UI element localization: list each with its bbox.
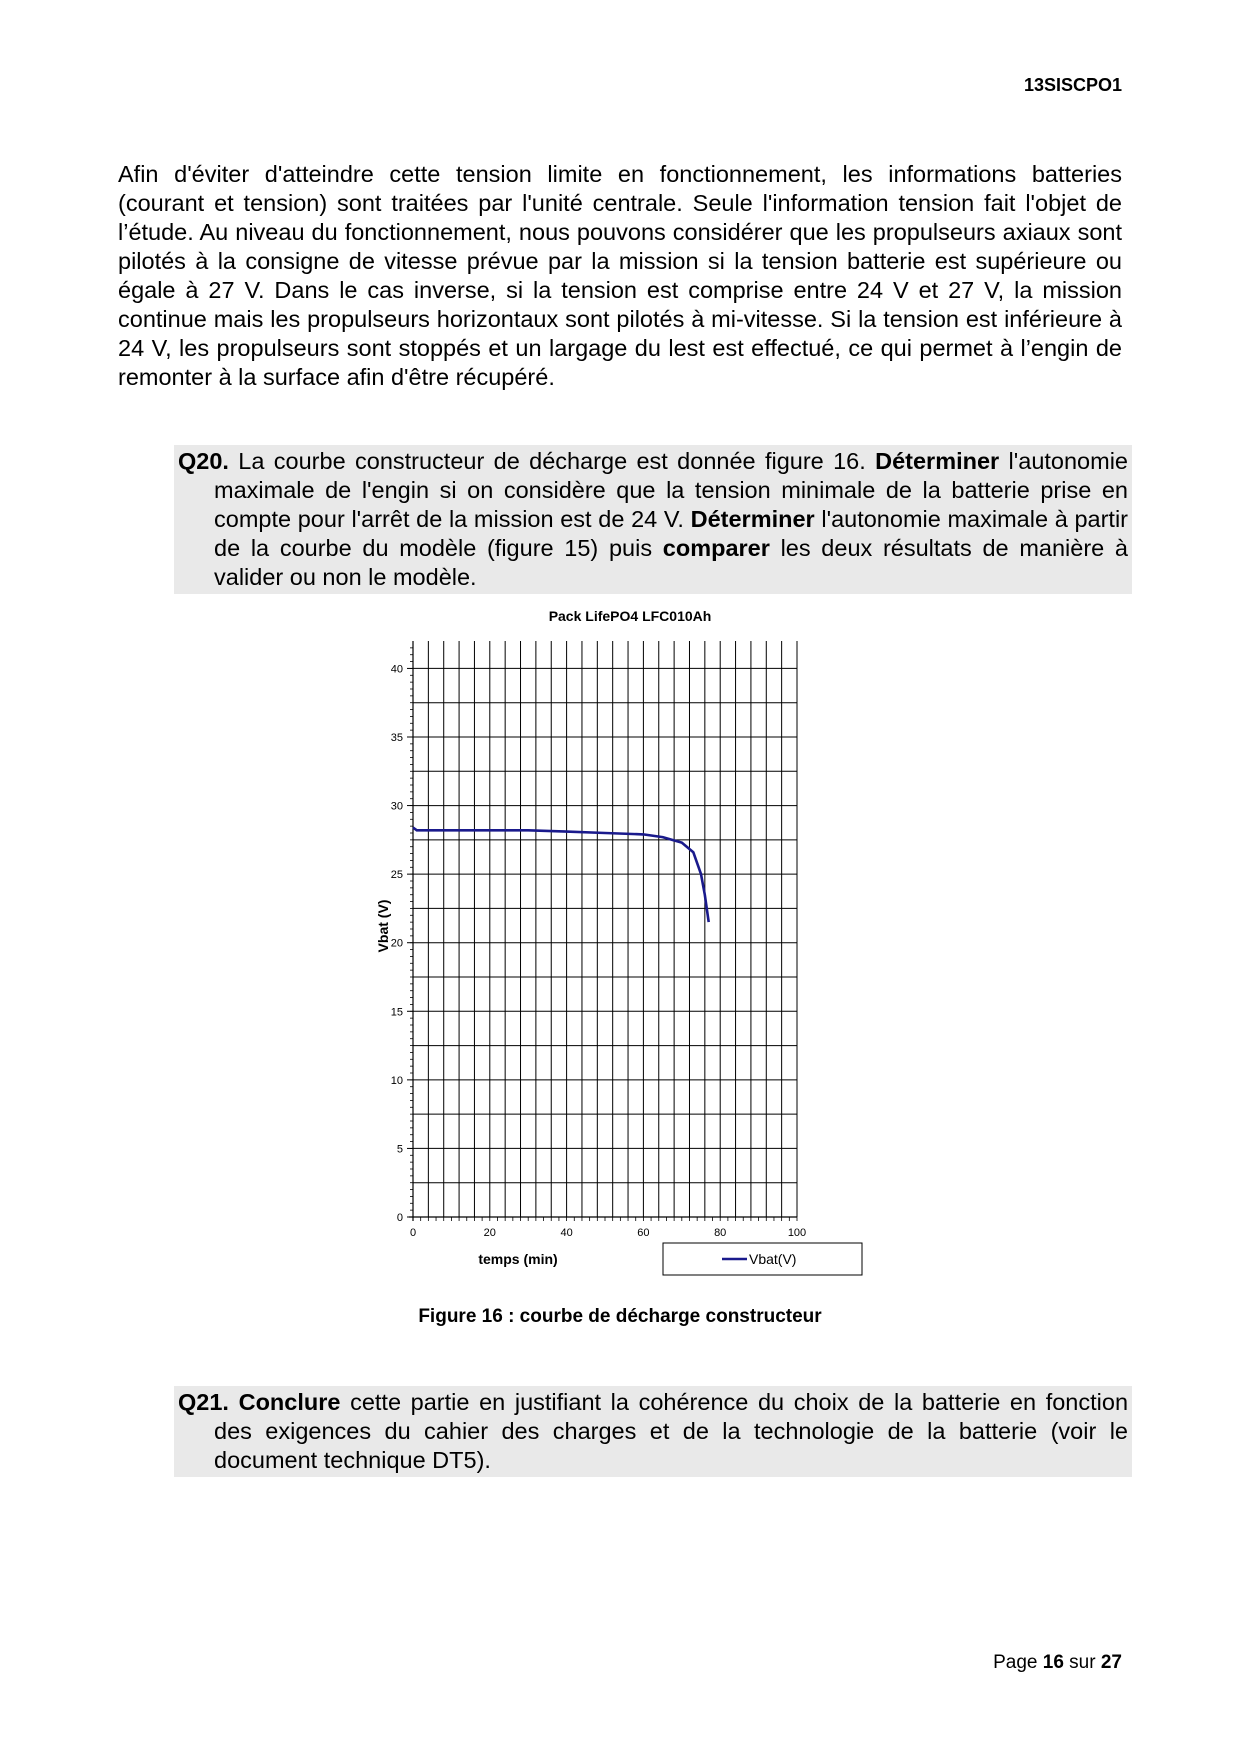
page-total: 27: [1100, 1652, 1122, 1673]
q21-bold-1: Conclure: [238, 1389, 341, 1415]
y-tick-label: 10: [390, 1074, 403, 1087]
q20-bold-3: comparer: [662, 535, 770, 561]
x-tick-label: 40: [560, 1227, 573, 1239]
page-prefix: Page: [993, 1652, 1043, 1673]
y-tick-label: 20: [390, 937, 403, 950]
x-tick-label: 60: [637, 1227, 650, 1239]
q21-text-1: cette partie en justifiant la cohérence du choix de la batterie en fonction des exigences du cahier des charges et de la technologie de la batterie (voir le document technique DT5).: [214, 1389, 1129, 1473]
x-axis-label: temps (min): [478, 1251, 558, 1267]
y-tick-label: 0: [396, 1212, 403, 1224]
question-q20: [174, 445, 1132, 594]
q20-bold-2: Déterminer: [690, 506, 815, 532]
q20-text-3: l'autonomie maximale à partir de la courbe du modèle (figure 15) puis: [214, 506, 1128, 561]
intro-paragraph: Afin d'éviter d'atteindre cette tension limite en fonctionnement, les informations batteries (courant et tension) sont traitées par l'unité centrale. Seule l'information tension fait l'objet de l’étude. Au niveau du fonctionnement, nous pouvons considérer que les propulseurs axiaux sont pilotés à la consigne de vitesse prévue par la mission si la tension batterie est supérieure ou égale à 27 V. Dans le cas inverse, si la tension est comprise entre 24 V et 27 V, la mission continue mais les propulseurs horizontaux sont pilotés à mi-vitesse. Si la tension est inférieure à 24 V, les propulseurs sont stoppés et un largage du lest est effectué, ce qui permet à l’engin de remonter à la surface afin d'être récupéré.: [118, 161, 1122, 390]
q21-label: Q21.: [178, 1389, 229, 1415]
q20-text-4: les deux résultats de manière à valider ou non le modèle.: [214, 535, 1128, 590]
question-q21: [174, 1386, 1132, 1477]
y-tick-label: 5: [396, 1143, 403, 1156]
page-number: [993, 1652, 1122, 1674]
q20-label: Q20.: [178, 448, 229, 474]
q20-bold-1: Déterminer: [875, 448, 1000, 474]
x-tick-label: 0: [409, 1227, 417, 1239]
x-tick-label: 20: [483, 1227, 496, 1239]
series-line-vbat: [413, 828, 709, 923]
document-code: 13SISCPO1: [1023, 75, 1122, 95]
legend-label: Vbat(V): [749, 1251, 797, 1267]
y-tick-label: 25: [390, 869, 403, 882]
chart-title: Pack LifePO4 LFC010Ah: [548, 608, 712, 624]
y-axis-label: Vbat (V): [375, 899, 391, 953]
y-tick-label: 15: [390, 1006, 403, 1019]
x-tick-label: 100: [787, 1227, 807, 1239]
y-tick-label: 30: [390, 800, 403, 813]
page-current: 16: [1042, 1652, 1064, 1673]
chart-svg: [360, 605, 880, 1295]
q20-text-1: La courbe constructeur de décharge est donnée figure 16.: [228, 448, 876, 474]
y-tick-label: 40: [390, 663, 403, 676]
y-tick-label: 35: [390, 732, 403, 744]
figure-caption: Figure 16 : courbe de décharge constructeur: [418, 1306, 822, 1327]
q20-text-2: l'autonomie maximale de l'engin si on considère que la tension minimale de la batterie prise en compte pour l'arrêt de la mission est de 24 V.: [214, 448, 1128, 532]
discharge-chart: [360, 605, 880, 1295]
page-middle: sur: [1063, 1652, 1101, 1673]
x-tick-label: 80: [714, 1227, 727, 1239]
